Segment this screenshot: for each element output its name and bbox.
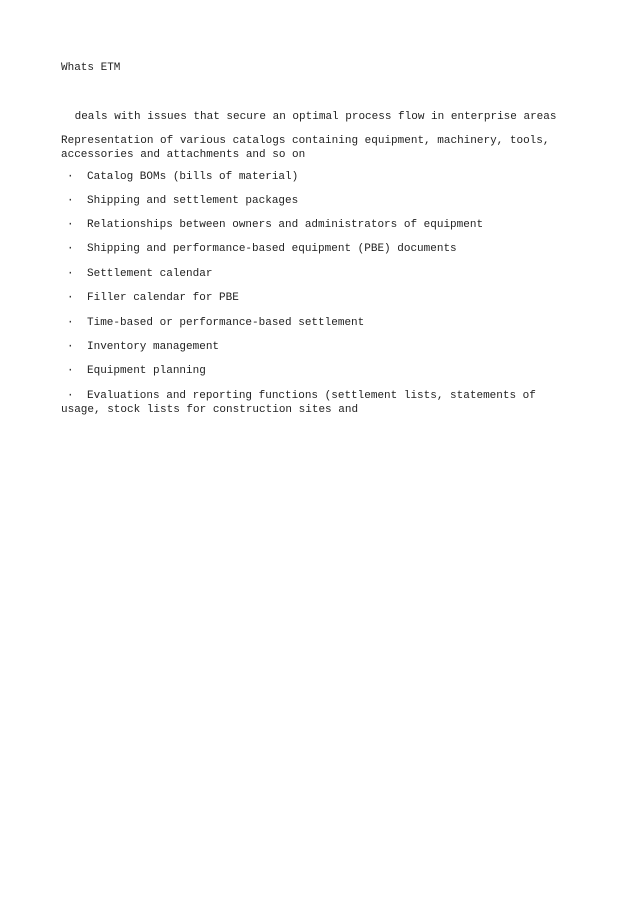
list-item [61, 389, 581, 417]
bullet-icon: · [67, 171, 74, 183]
document-title: Whats ETM [61, 62, 121, 74]
bullet-icon: · [67, 219, 74, 231]
bullet-icon: · [67, 390, 74, 402]
list-item-text: Settlement calendar [87, 268, 213, 280]
list-item-text: Shipping and performance-based equipment (PBE) documents [87, 243, 457, 255]
list-item-text: Relationships between owners and administrators of equipment [87, 219, 484, 231]
intro-text: deals with issues that secure an optimal process flow in enterprise areas [68, 111, 557, 123]
list-item-text: Equipment planning [87, 365, 206, 377]
list-item-text: Inventory management [87, 341, 220, 353]
bullet-icon: · [67, 268, 74, 280]
description-text: Representation of various catalogs containing equipment, machinery, tools, accessories and attachments and so on [61, 135, 550, 161]
bullet-icon: · [67, 243, 74, 255]
list-item [67, 242, 457, 256]
list-item [67, 340, 219, 354]
bullet-icon: · [67, 292, 74, 304]
bullet-icon: · [67, 195, 74, 207]
list-item-text: Catalog BOMs (bills of material) [87, 171, 299, 183]
list-item [67, 170, 298, 184]
list-item [67, 218, 483, 232]
list-item-text: Shipping and settlement packages [87, 195, 299, 207]
list-item [67, 364, 206, 378]
bullet-icon: · [67, 317, 74, 329]
list-item-text: Filler calendar for PBE [87, 292, 239, 304]
list-item-text: Time-based or performance-based settlement [87, 317, 365, 329]
list-item [67, 291, 239, 305]
list-item [67, 267, 212, 281]
list-item-text: Evaluations and reporting functions (settlement lists, statements of usage, stock lists for construction sites and [61, 390, 536, 416]
list-item [67, 194, 298, 208]
bullet-icon: · [67, 365, 74, 377]
list-item [67, 316, 364, 330]
bullet-icon: · [67, 341, 74, 353]
